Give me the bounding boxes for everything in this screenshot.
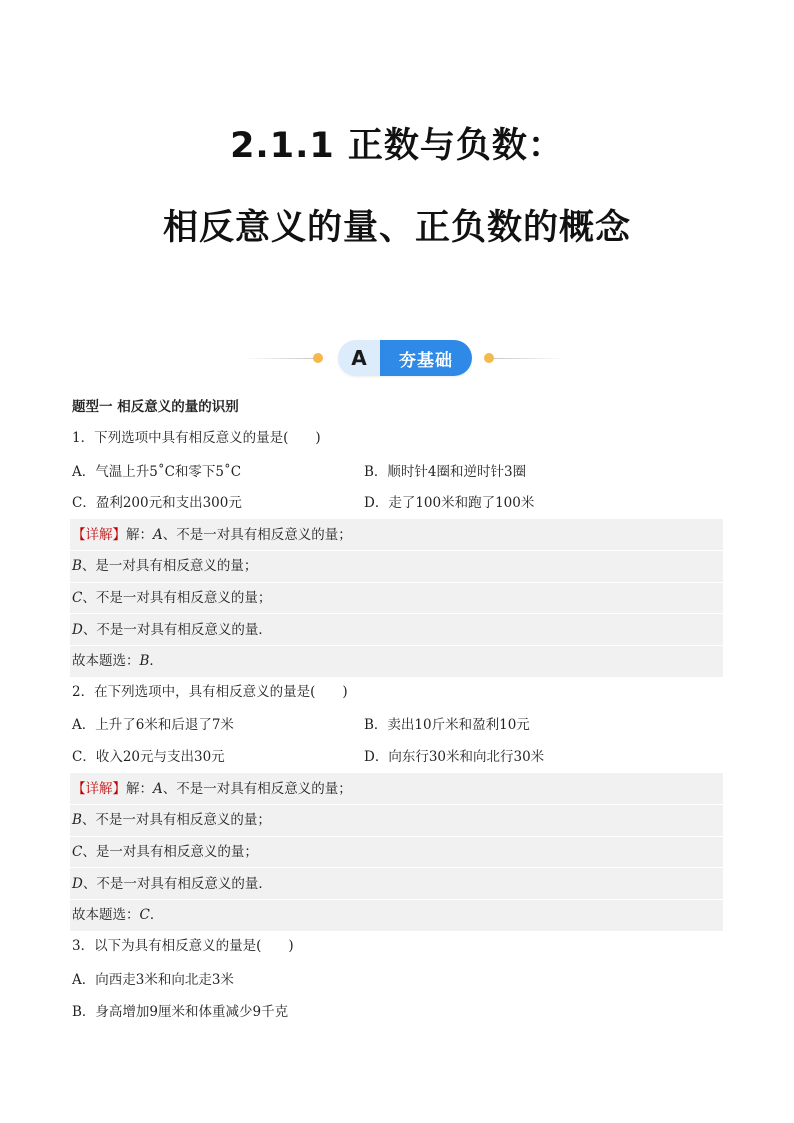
- q3-option-a: A．向西走3米和向北走3米: [72, 972, 234, 988]
- q2-solution-line-4: D、不是一对具有相反意义的量．: [72, 876, 272, 892]
- banner-letter: A: [338, 340, 380, 376]
- q2-detail-tag: 【详解】: [72, 781, 126, 797]
- q2-solution-line-2: B、不是一对具有相反意义的量；: [72, 812, 271, 828]
- q1-solution-line-1: 【详解】解：A、不是一对具有相反意义的量；: [72, 527, 352, 543]
- q1-solution-line-2: B、是一对具有相反意义的量；: [72, 558, 258, 574]
- q2-answer: 故本题选：C．: [72, 907, 164, 923]
- q1-solution-line-4: D、不是一对具有相反意义的量．: [72, 622, 272, 638]
- section-banner: [0, 340, 794, 376]
- q1-answer: 故本题选：B．: [72, 653, 163, 669]
- q3-stem: 3．以下为具有相反意义的量是( ): [72, 938, 294, 954]
- banner-line-left: [242, 358, 314, 359]
- banner-dot-left: [313, 353, 323, 363]
- q1-detail-tag: 【详解】: [72, 527, 126, 543]
- q1-option-c: C．盈利200元和支出300元: [72, 495, 242, 511]
- banner-dot-right: [484, 353, 494, 363]
- q2-option-c: C．收入20元与支出30元: [72, 749, 225, 765]
- banner-label: 夯基础: [380, 340, 472, 376]
- q3-option-b: B．身高增加9厘米和体重减少9千克: [72, 1004, 289, 1020]
- q2-solution-line-3: C、是一对具有相反意义的量；: [72, 844, 258, 860]
- section-heading: 题型一 相反意义的量的识别: [72, 399, 239, 415]
- q2-option-d: D．向东行30米和向北行30米: [364, 749, 545, 765]
- banner-pill: [338, 340, 472, 376]
- q2-solution-line-1: 【详解】解：A、不是一对具有相反意义的量；: [72, 781, 352, 797]
- q2-option-b: B．卖出10斤米和盈利10元: [364, 717, 530, 733]
- q2-option-a: A．上升了6米和后退了7米: [72, 717, 234, 733]
- banner-line-right: [494, 358, 566, 359]
- q1-option-d: D．走了100米和跑了100米: [364, 495, 535, 511]
- title-line-2: 相反意义的量、正负数的概念: [162, 208, 631, 248]
- q1-option-a: A．气温上升5˚C和零下5˚C: [72, 464, 242, 480]
- q1-option-b: B．顺时针4圈和逆时针3圈: [364, 464, 527, 480]
- title-line-1: 2.1.1 正数与负数：: [230, 126, 564, 166]
- q1-stem: 1．下列选项中具有相反意义的量是( ): [72, 430, 321, 446]
- q1-solution-line-3: C、不是一对具有相反意义的量；: [72, 590, 272, 606]
- q2-stem: 2．在下列选项中，具有相反意义的量是( ): [72, 684, 348, 700]
